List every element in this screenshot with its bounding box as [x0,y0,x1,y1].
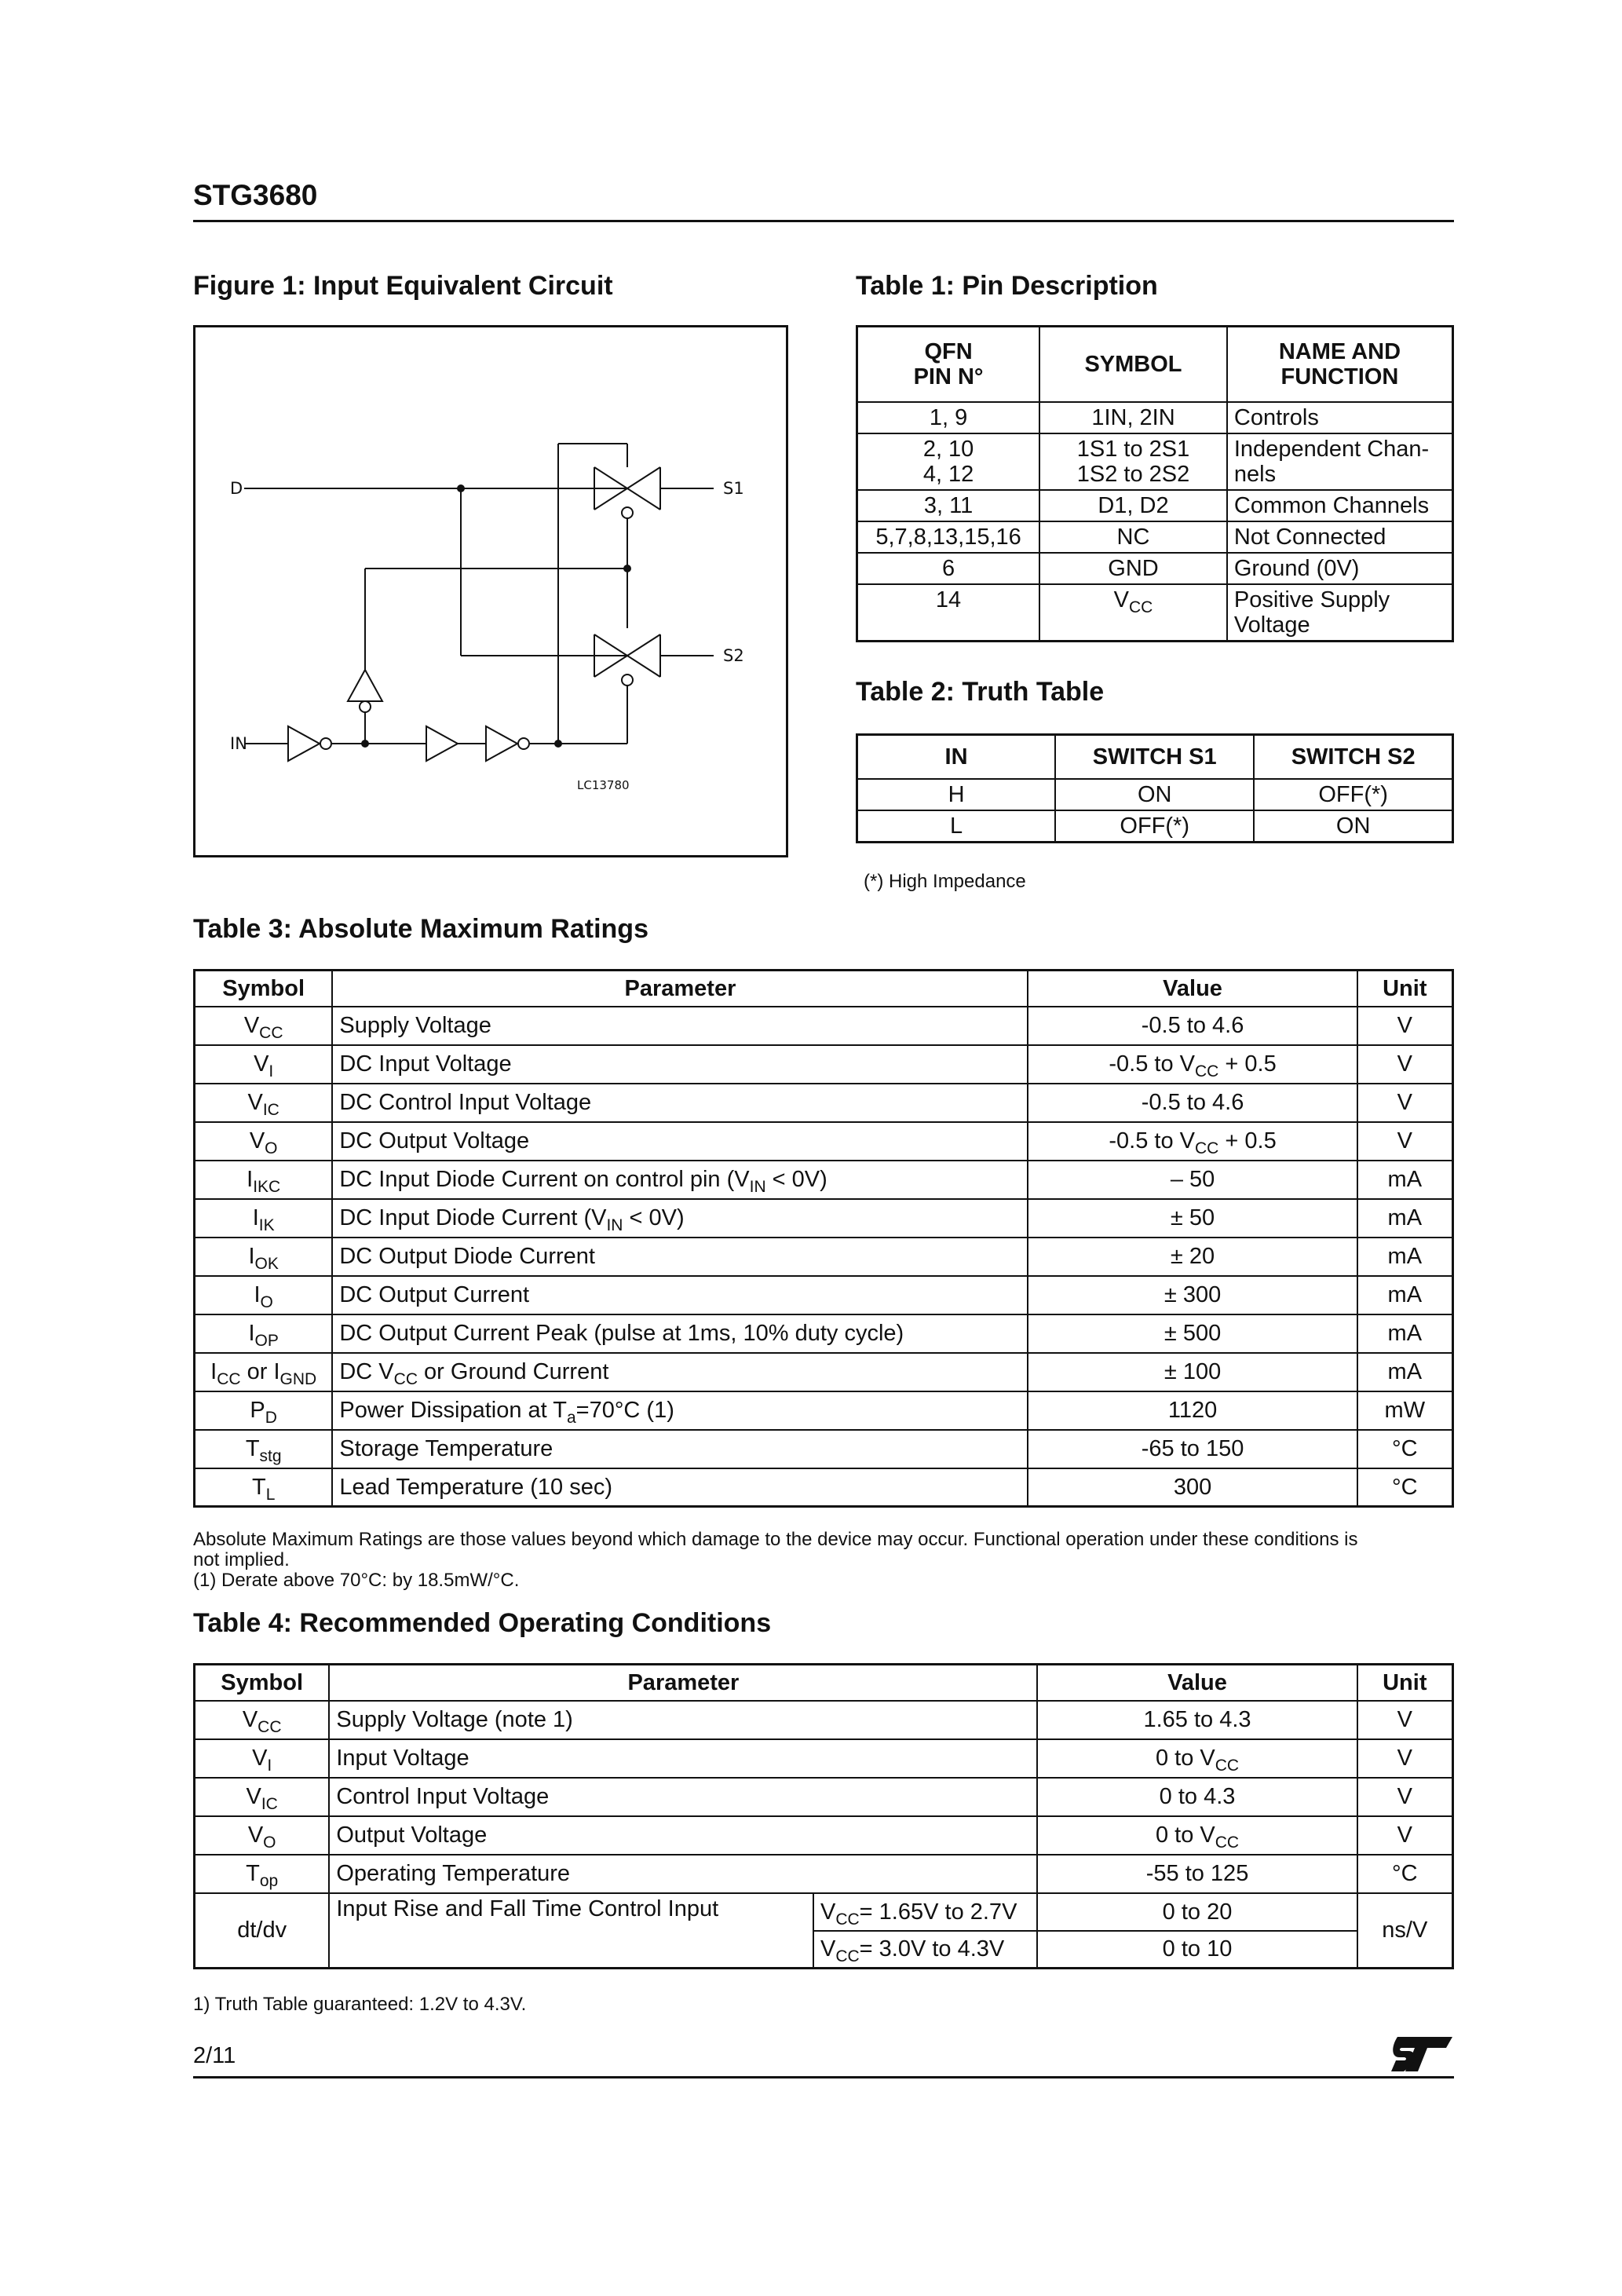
parameter-cell: DC Input Diode Current $(V_{IN} < 0V)$ [332,1199,1028,1238]
table1-header-pin: QFN PIN N° [857,327,1040,402]
table-row [195,1199,1453,1238]
parameter-cell: Lead Temperature (10 sec) [332,1468,1028,1507]
value-cell: 1120 [1028,1391,1357,1430]
table-row [195,1238,1453,1276]
s2-cell: ON [1254,810,1452,843]
unit-cell: V [1357,1701,1453,1739]
table-row [195,1276,1453,1314]
table4-header-unit: Unit [1357,1665,1453,1701]
unit-cell: °C [1357,1430,1453,1468]
table-row [857,779,1453,810]
parameter-cell: Supply Voltage (note 1) [329,1701,1037,1739]
unit-cell: mA [1357,1314,1453,1353]
symbol-cell: $I_{CC}$ or $I_{GND}$ [195,1353,333,1391]
table3-note: Absolute Maximum Ratings are those values beyond which damage to the device may occur. Functional operation under these conditions is not implied. (1) Derate above 70°C: by 18.5mW/°C. [193,1529,1358,1591]
table2-header-s1: SWITCH S1 [1055,735,1254,779]
value-cell: 0 to 4.3 [1037,1778,1357,1816]
pin-cell: 5,7,8,13,15,16 [857,521,1040,553]
table4-header-symbol: Symbol [195,1665,330,1701]
table-row [195,1007,1453,1045]
table-row [857,584,1453,642]
unit-cell: V [1357,1816,1453,1855]
value-cell: ± 50 [1028,1199,1357,1238]
unit-cell: °C [1357,1468,1453,1507]
name-cell: Not Connected [1227,521,1453,553]
name-cell: Positive Supply Voltage [1227,584,1453,642]
value-cell: 300 [1028,1468,1357,1507]
value-cell: ± 300 [1028,1276,1357,1314]
condition-cell: $V_{CC}= 3.0V$ to 4.3V [813,1931,1037,1969]
table2-title: Table 2: Truth Table [856,677,1105,707]
table-row [195,1701,1453,1739]
value-cell: ± 100 [1028,1353,1357,1391]
table-row [195,1816,1453,1855]
parameter-cell: Power Dissipation at $T_a=70^\circ C$ (1) [332,1391,1028,1430]
symbol-cell: $V_{CC}$ [195,1007,333,1045]
circuit-label-s2: S2 [723,646,744,665]
circuit-label-s1: S1 [723,479,744,498]
circuit-label-in: IN [230,734,247,753]
unit-cell: mA [1357,1199,1453,1238]
value-cell: -0.5 to $V_{CC} + 0.5$ [1028,1122,1357,1161]
value-cell: -0.5 to 4.6 [1028,1007,1357,1045]
unit-cell: mW [1357,1391,1453,1430]
table1-header-symbol: SYMBOL [1039,327,1227,402]
symbol-cell: $T_{stg}$ [195,1430,333,1468]
table3-header-unit: Unit [1357,971,1453,1007]
table1-header-name: NAME AND FUNCTION [1227,327,1453,402]
recommended-operating-conditions-table [193,1663,1454,1969]
parameter-cell: DC Control Input Voltage [332,1084,1028,1122]
in-cell: H [857,779,1056,810]
pin-cell: 1, 9 [857,402,1040,433]
parameter-cell: Operating Temperature [329,1855,1037,1893]
value-cell: 0 to $V_{CC}$ [1037,1739,1357,1778]
footer-rule [193,2076,1454,2078]
parameter-cell: DC Output Current [332,1276,1028,1314]
unit-cell: V [1357,1045,1453,1084]
table-row [195,1391,1453,1430]
value-cell: ± 500 [1028,1314,1357,1353]
symbol-cell: $I_{IKC}$ [195,1161,333,1199]
symbol-cell: dt/dv [195,1893,330,1969]
symbol-cell: $I_O$ [195,1276,333,1314]
parameter-cell: Storage Temperature [332,1430,1028,1468]
header-rule [193,220,1454,222]
table-row [857,553,1453,584]
circuit-label-d: D [230,479,243,498]
value-cell: 0 to 10 [1037,1931,1357,1969]
pin-cell: 6 [857,553,1040,584]
table-row [195,1084,1453,1122]
table-row [857,810,1453,843]
table4-footnote: 1) Truth Table guaranteed: 1.2V to 4.3V. [193,1994,527,2015]
circuit-code: LC13780 [577,778,630,792]
unit-cell: mA [1357,1353,1453,1391]
symbol-cell: $V_{IC}$ [195,1084,333,1122]
parameter-cell: DC $V_{CC}$ or Ground Current [332,1353,1028,1391]
unit-cell: V [1357,1778,1453,1816]
symbol-cell: $I_{OP}$ [195,1314,333,1353]
unit-cell: V [1357,1739,1453,1778]
symbol-cell: D1, D2 [1039,490,1227,521]
figure1-title: Figure 1: Input Equivalent Circuit [193,271,613,301]
table4-title: Table 4: Recommended Operating Conditions [193,1608,772,1638]
parameter-cell: Output Voltage [329,1816,1037,1855]
table2-header-s2: SWITCH S2 [1254,735,1452,779]
table3-header-symbol: Symbol [195,971,333,1007]
parameter-cell: Input Rise and Fall Time Control Input [329,1893,813,1969]
table3-title: Table 3: Absolute Maximum Ratings [193,914,648,944]
symbol-cell: $V_{CC}$ [195,1701,330,1739]
symbol-cell: GND [1039,553,1227,584]
name-cell: Ground (0V) [1227,553,1453,584]
truth-table-footnote: (*) High Impedance [864,871,1026,892]
table1-title: Table 1: Pin Description [856,271,1158,301]
unit-cell: V [1357,1007,1453,1045]
unit-cell: V [1357,1084,1453,1122]
value-cell: -55 to 125 [1037,1855,1357,1893]
table-row [195,1468,1453,1507]
table3-header-value: Value [1028,971,1357,1007]
table-row [195,1778,1453,1816]
s1-cell: ON [1055,779,1254,810]
parameter-cell: DC Input Diode Current on control pin $(V_{IN} < 0V)$ [332,1161,1028,1199]
symbol-cell: $V_I$ [195,1739,330,1778]
table-row [857,433,1453,490]
table-row [857,490,1453,521]
table-row [195,1045,1453,1084]
table-row [195,1739,1453,1778]
symbol-cell: $V_{CC}$ [1039,584,1227,642]
table4-header-value: Value [1037,1665,1357,1701]
symbol-cell: 1S1 to 2S1 1S2 to 2S2 [1039,433,1227,490]
name-cell: Common Channels [1227,490,1453,521]
pin-cell: 2, 10 4, 12 [857,433,1040,490]
pin-description-table [856,325,1454,642]
absolute-max-ratings-table [193,969,1454,1508]
unit-cell: mA [1357,1276,1453,1314]
table3-header-parameter: Parameter [332,971,1028,1007]
table2-header-in: IN [857,735,1056,779]
table4-header-parameter: Parameter [329,1665,1037,1701]
symbol-cell: $V_O$ [195,1816,330,1855]
parameter-cell: DC Output Current Peak (pulse at 1ms, 10% duty cycle) [332,1314,1028,1353]
s1-cell: OFF(*) [1055,810,1254,843]
st-logo-icon [1390,2034,1454,2078]
unit-cell: ns/V [1357,1893,1453,1969]
table-row [857,402,1453,433]
value-cell: 0 to $V_{CC}$ [1037,1816,1357,1855]
unit-cell: mA [1357,1238,1453,1276]
name-cell: Independent Chan- nels [1227,433,1453,490]
symbol-cell: $V_I$ [195,1045,333,1084]
table-row [195,1893,1453,1931]
table-row [857,521,1453,553]
in-cell: L [857,810,1056,843]
parameter-cell: DC Output Diode Current [332,1238,1028,1276]
table-row [195,1122,1453,1161]
symbol-cell: $T_L$ [195,1468,333,1507]
value-cell: -0.5 to 4.6 [1028,1084,1357,1122]
table-row [195,1161,1453,1199]
page-number: 2/11 [193,2043,236,2068]
value-cell: 1.65 to 4.3 [1037,1701,1357,1739]
s2-cell: OFF(*) [1254,779,1452,810]
parameter-cell: DC Output Voltage [332,1122,1028,1161]
unit-cell: mA [1357,1161,1453,1199]
value-cell: 0 to 20 [1037,1893,1357,1931]
parameter-cell: Input Voltage [329,1739,1037,1778]
figure1-circuit [193,325,788,857]
truth-table [856,733,1454,843]
table-row [195,1353,1453,1391]
symbol-cell: 1IN, 2IN [1039,402,1227,433]
name-cell: Controls [1227,402,1453,433]
parameter-cell: Control Input Voltage [329,1778,1037,1816]
value-cell: – 50 [1028,1161,1357,1199]
symbol-cell: $P_D$ [195,1391,333,1430]
parameter-cell: Supply Voltage [332,1007,1028,1045]
table-row [195,1855,1453,1893]
value-cell: -0.5 to $V_{CC} + 0.5$ [1028,1045,1357,1084]
input-equivalent-circuit-diagram [195,327,786,855]
part-number: STG3680 [193,179,318,211]
symbol-cell: $T_{op}$ [195,1855,330,1893]
parameter-cell: DC Input Voltage [332,1045,1028,1084]
symbol-cell: $V_O$ [195,1122,333,1161]
symbol-cell: $I_{IK}$ [195,1199,333,1238]
condition-cell: $V_{CC}= 1.65V$ to 2.7V [813,1893,1037,1931]
symbol-cell: $I_{OK}$ [195,1238,333,1276]
unit-cell: °C [1357,1855,1453,1893]
pin-cell: 3, 11 [857,490,1040,521]
value-cell: ± 20 [1028,1238,1357,1276]
table-row [195,1314,1453,1353]
table-row [195,1430,1453,1468]
symbol-cell: NC [1039,521,1227,553]
value-cell: -65 to 150 [1028,1430,1357,1468]
unit-cell: V [1357,1122,1453,1161]
pin-cell: 14 [857,584,1040,642]
symbol-cell: $V_{IC}$ [195,1778,330,1816]
